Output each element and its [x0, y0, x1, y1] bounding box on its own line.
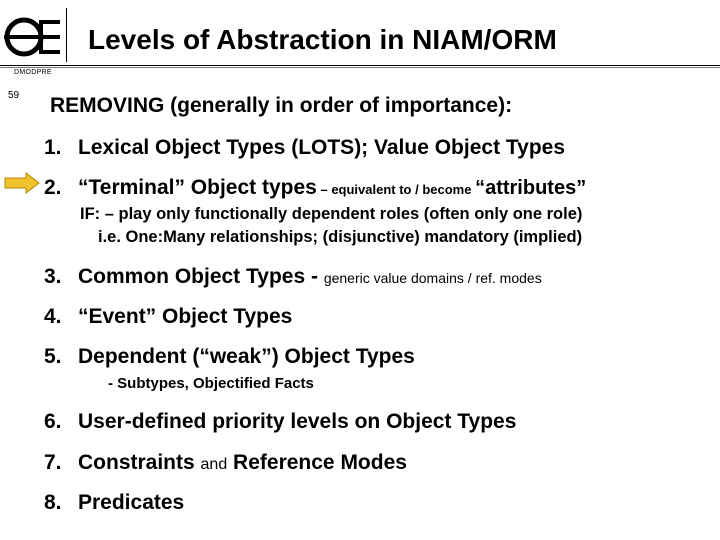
item-subline: i.e. One:Many relationships; (disjunctive) mandatory (implied) — [98, 228, 583, 246]
item-number: 4. — [44, 305, 62, 328]
item-subline: - Subtypes, Objectified Facts — [108, 375, 314, 392]
item-subline: IF: – play only functionally dependent roles (often only one role) — [80, 205, 583, 223]
list-item — [44, 491, 184, 515]
page-number: 59 — [8, 90, 20, 101]
item-text: “Event” Object Types — [78, 305, 293, 328]
list-item — [44, 345, 415, 369]
item-text: Lexical Object Types (LOTS); Value Object Types — [78, 136, 566, 159]
item-text: Constraints — [78, 451, 201, 474]
item-number: 6. — [44, 410, 62, 433]
item-number: 3. — [44, 265, 62, 288]
item-number: 8. — [44, 491, 62, 514]
item-note: – equivalent to / become — [316, 182, 476, 197]
item-note: and — [200, 456, 228, 473]
item-number: 1. — [44, 136, 62, 159]
header-rule — [0, 65, 720, 66]
item-text: Predicates — [78, 491, 185, 514]
header-rule-shadow — [0, 67, 720, 68]
list-item — [44, 305, 292, 329]
ce-logo-icon — [4, 14, 62, 60]
list-item — [44, 265, 542, 289]
item-number: 7. — [44, 451, 62, 474]
list-item — [44, 451, 407, 475]
list-item — [44, 176, 586, 200]
item-number: 2. — [44, 176, 62, 199]
item-text-end: “attributes” — [475, 177, 587, 199]
intro-heading: REMOVING (generally in order of importance): — [50, 94, 513, 117]
arrow-right-icon — [4, 172, 40, 194]
list-item — [44, 410, 516, 434]
item-number: 5. — [44, 345, 62, 368]
item-note: generic value domains / ref. modes — [323, 270, 542, 286]
item-text-end: Reference Modes — [227, 451, 407, 474]
item-text: “Terminal” Object types — [78, 176, 317, 199]
item-text: Dependent (“weak”) Object Types — [78, 345, 415, 368]
item-text: User-defined priority levels on Object Types — [78, 410, 517, 433]
item-text: Common Object Types - — [78, 265, 324, 288]
list-item — [44, 136, 565, 160]
page-title: Levels of Abstraction in NIAM/ORM — [88, 24, 557, 55]
header-divider — [66, 8, 67, 62]
course-tag: DMODPRE — [14, 69, 52, 76]
